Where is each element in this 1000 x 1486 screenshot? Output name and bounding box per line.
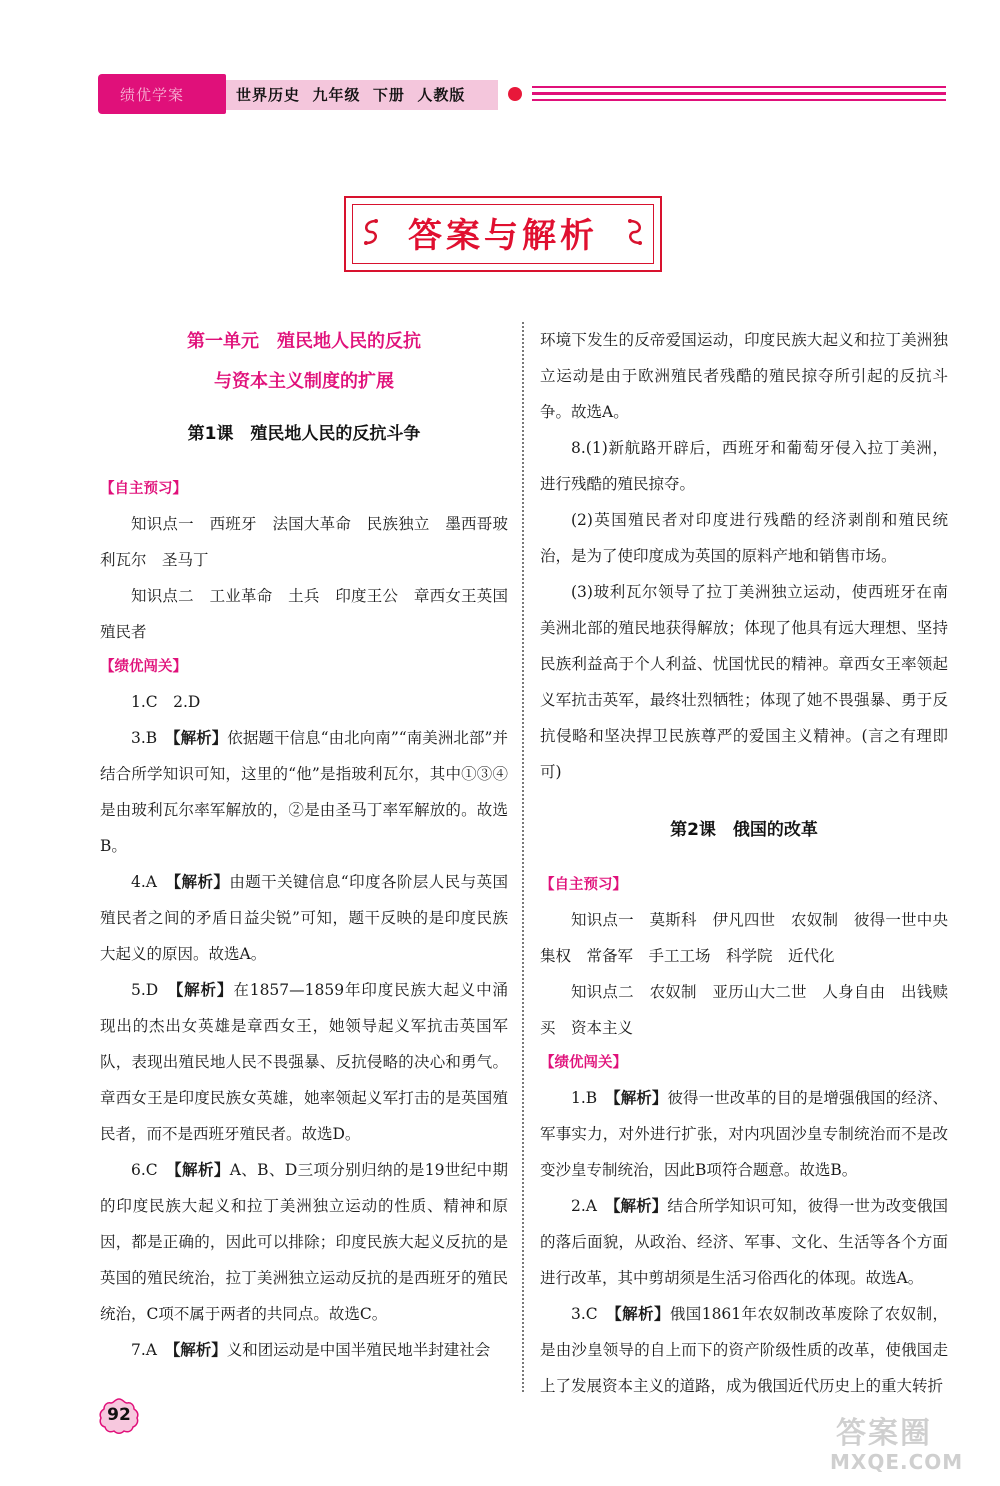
answer-8-part-2: (2)英国殖民者对印度进行残酷的经济剥削和殖民统治，是为了使印度成为英国的原料产地和销售市场。 <box>540 511 948 565</box>
answer-7 <box>100 1332 508 1368</box>
answer-text: 依据题干信息“由北向南”“南美洲北部”并结合所学知识可知，这里的“他”是指玻利瓦尔，其中①③④是由玻利瓦尔率军解放的，②是由圣马丁率军解放的。故选B。 <box>100 729 508 855</box>
analysis-tag: 【解析】 <box>612 1196 668 1215</box>
header-rule <box>532 92 946 95</box>
lesson-title: 第2课 俄国的改革 <box>670 820 818 840</box>
section-title-frame <box>344 196 662 272</box>
analysis-tag: 【解析】 <box>172 1340 227 1359</box>
answer-3 <box>100 720 508 864</box>
section-tag-preview: 【自主预习】 <box>540 877 627 893</box>
answer-text: 在1857—1859年印度民族大起义中涌现出的杰出女英雄是章西女王，她领导起义军抗击英国军队，表现出殖民地人民不畏强暴、反抗侵略的决心和勇气。章西女王是印度民族女英雄，她率领起义军打击的是英国殖民者，而不是西班牙殖民者。故选D。 <box>100 981 508 1143</box>
knowledge-point-2: 知识点二 农奴制 亚历山大二世 人身自由 出钱赎买 资本主义 <box>540 983 948 1037</box>
left-column <box>100 322 508 1368</box>
answer-6 <box>100 1152 508 1332</box>
unit-subtitle: 与资本主义制度的扩展 <box>214 371 394 392</box>
watermark-logo-text: 答案圈 <box>836 1416 932 1451</box>
knowledge-point-2: 知识点二 工业革命 土兵 印度王公 章西女王英国殖民者 <box>100 587 508 641</box>
section-tag-practice: 【绩优闯关】 <box>100 659 187 675</box>
knowledge-point-1: 知识点一 西班牙 法国大革命 民族独立 墨西哥玻利瓦尔 圣马丁 <box>100 515 508 569</box>
answer-2 <box>540 1188 948 1296</box>
answer-text: 结合所学知识可知，彼得一世为改变俄国的落后面貌，从政治、经济、军事、文化、生活等各个方面进行改革，其中剪胡须是生活习俗西化的体现。故选A。 <box>540 1197 948 1287</box>
answer-number: 6.C <box>131 1161 174 1179</box>
answer-number: 2.A <box>571 1197 613 1215</box>
column-divider <box>522 322 524 1392</box>
answer-text: 彼得一世改革的目的是增强俄国的经济、军事实力，对外进行扩张，对内巩固沙皇专制统治而不是改变沙皇专制统治，因此B项符合题意。故选B。 <box>540 1089 948 1179</box>
page-title: 答案与解析 <box>408 216 598 256</box>
answer-3 <box>540 1296 948 1404</box>
analysis-tag: 【解析】 <box>173 1160 230 1179</box>
answer-text: 由题干关键信息“印度各阶层人民与英国殖民者之间的矛盾日益尖锐”可知，题干反映的是印度民族大起义的原因。故选A。 <box>100 873 508 963</box>
page-header <box>0 66 1000 126</box>
subject-line: 世界历史 九年级 下册 人教版 <box>236 86 466 104</box>
analysis-tag: 【解析】 <box>172 728 228 747</box>
answer-number: 3.B <box>131 729 173 747</box>
answer-number: 7.A <box>131 1341 173 1359</box>
answer-8-part-3: (3)玻利瓦尔领导了拉丁美洲独立运动，使西班牙在南美洲北部的殖民地获得解放；体现了他具有远大理想、坚持民族利益高于个人利益、忧国忧民的精神。章西女王率领起义军抗击英军，最终壮烈牺牲；体现了她不畏强暴、勇于反抗侵略和坚决捍卫民族尊严的爱国主义精神。(言之有理即可) <box>540 583 948 781</box>
analysis-tag: 【解析】 <box>173 872 230 891</box>
answer-1-2: 1.C 2.D <box>131 693 201 711</box>
unit-title: 第一单元 殖民地人民的反抗 <box>187 331 421 352</box>
answer-7-continued: 环境下发生的反帝爱国运动，印度民族大起义和拉丁美洲独立运动是由于欧洲殖民者残酷的殖民掠夺所引起的反抗斗争。故选A。 <box>540 331 948 421</box>
answer-4 <box>100 864 508 972</box>
answer-1 <box>540 1080 948 1188</box>
answer-text: 义和团运动是中国半殖民地半封建社会 <box>226 1341 491 1359</box>
analysis-tag: 【解析】 <box>175 980 234 999</box>
watermark-url: MXQE.COM <box>830 1450 964 1474</box>
header-dot-icon <box>508 87 522 101</box>
series-badge <box>98 74 226 114</box>
answer-text: A、B、D三项分别归纳的是19世纪中期的印度民族大起义和拉丁美洲独立运动的性质、精神和原因，都是正确的，因此可以排除；印度民族大起义反抗的是英国的殖民统治，拉丁美洲独立运动反抗的是西班牙的殖民统治，C项不属于两者的共同点。故选C。 <box>100 1161 508 1323</box>
section-tag-practice: 【绩优闯关】 <box>540 1055 627 1071</box>
header-rule <box>532 99 946 101</box>
series-label: 绩优学案 <box>120 86 185 104</box>
answer-number: 1.B <box>571 1089 613 1107</box>
analysis-tag: 【解析】 <box>613 1304 670 1323</box>
header-rule <box>532 86 946 88</box>
page-number: 92 <box>107 1405 131 1425</box>
lesson-title: 第1课 殖民地人民的反抗斗争 <box>187 424 421 444</box>
answer-5 <box>100 972 508 1152</box>
answer-text: 俄国1861年农奴制改革废除了农奴制，是由沙皇领导的自上而下的资产阶级性质的改革，使俄国走上了发展资本主义的道路，成为俄国近代历史上的重大转折 <box>540 1305 948 1395</box>
answer-number: 3.C <box>571 1305 614 1323</box>
analysis-tag: 【解析】 <box>612 1088 668 1107</box>
answer-number: 5.D <box>131 981 176 999</box>
knowledge-point-1: 知识点一 莫斯科 伊凡四世 农奴制 彼得一世中央集权 常备军 手工工场 科学院 近代化 <box>540 911 948 965</box>
watermark <box>826 1408 986 1478</box>
page-number-badge <box>96 1396 142 1436</box>
answer-8-part-1: 8.(1)新航路开辟后，西班牙和葡萄牙侵入拉丁美洲，进行残酷的殖民掠夺。 <box>540 439 948 493</box>
right-column <box>540 322 948 1404</box>
answer-number: 4.A <box>131 873 174 891</box>
section-tag-preview: 【自主预习】 <box>100 481 187 497</box>
